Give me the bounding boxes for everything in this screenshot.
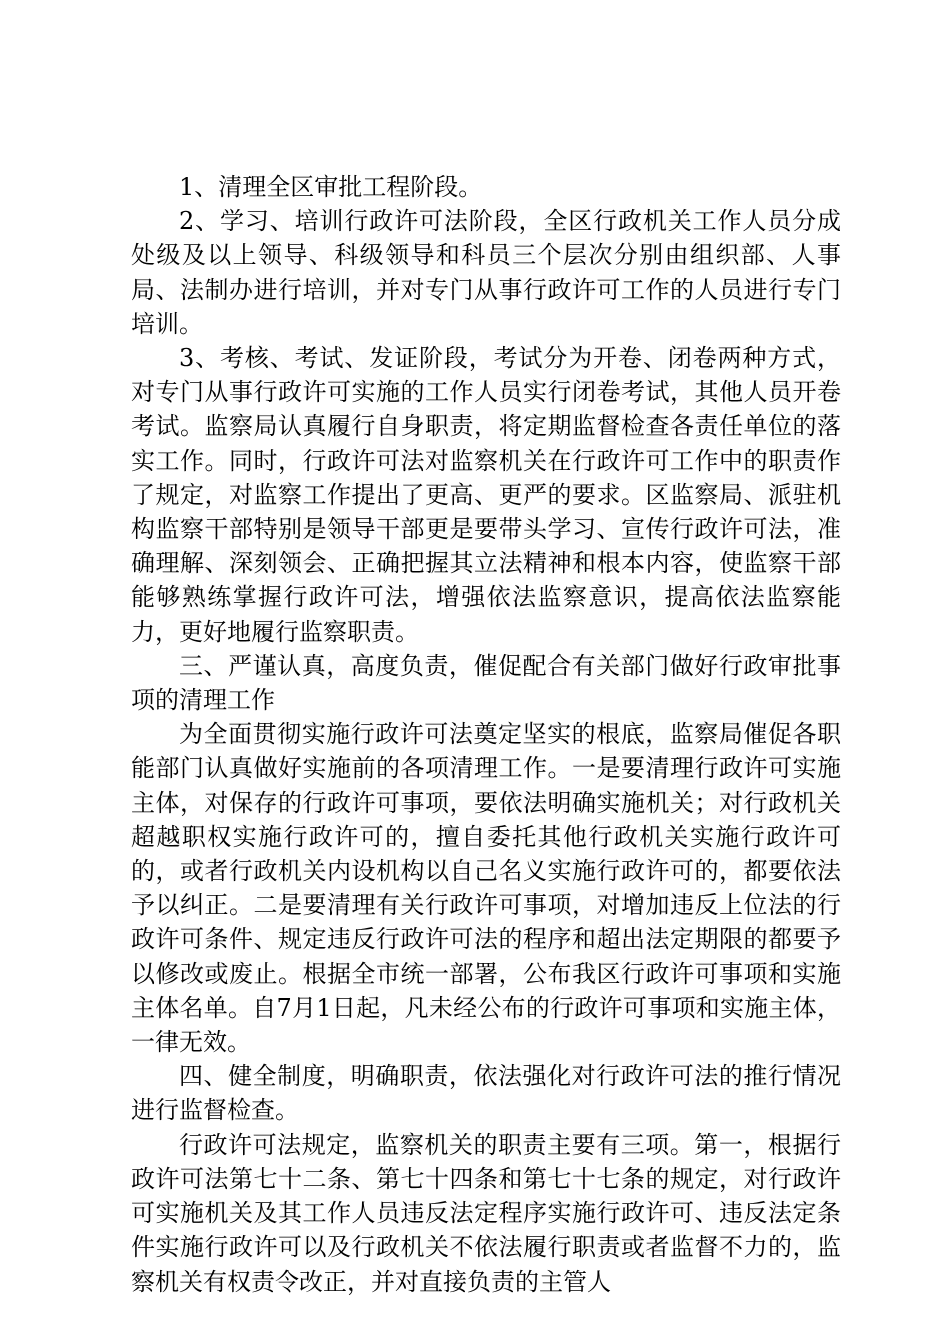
paragraph-3: 3、考核、考试、发证阶段，考试分为开卷、闭卷两种方式，对专门从事行政许可实施的工作人员实行闭卷考试，其他人员开卷考试。监察局认真履行自身职责，将定期监督检查各责任单位的落实工作。同时，行政许可法对监察机关在行政许可工作中的职责作了规定，对监察工作提出了更高、更严的要求。区监察局、派驻机构监察干部特别是领导干部更是要带头学习、宣传行政许可法，准确理解、深刻领会、正确把握其立法精神和根本内容，使监察干部能够熟练掌握行政许可法，增强依法监察意识，提高依法监察能力，更好地履行监察职责。: [131, 344, 841, 646]
section-heading-4: 四、健全制度，明确职责，依法强化对行政许可法的推行情况进行监督检查。: [131, 1062, 841, 1125]
paragraph-5: 行政许可法规定，监察机关的职责主要有三项。第一，根据行政许可法第七十二条、第七十四条和第七十七条的规定，对行政许可实施机关及其工作人员违反法定程序实施行政许可、违反法定条件实施行政许可以及行政机关不依法履行职责或者监督不力的，监察机关有权责令改正，并对直接负责的主管人: [131, 1130, 841, 1296]
paragraph-4: 为全面贯彻实施行政许可法奠定坚实的根底，监察局催促各职能部门认真做好实施前的各项清理工作。一是要清理行政许可实施主体，对保存的行政许可事项，要依法明确实施机关；对行政机关超越职权实施行政许可的，擅自委托其他行政机关实施行政许可的，或者行政机关内设机构以自己名义实施行政许可的，都要依法予以纠正。二是要清理有关行政许可事项，对增加违反上位法的行政许可条件、规定违反行政许可法的程序和超出法定期限的都要予以修改或废止。根据全市统一部署，公布我区行政许可事项和实施主体名单。自7月1日起，凡未经公布的行政许可事项和实施主体，一律无效。: [131, 720, 841, 1057]
document-body: [131, 170, 841, 1299]
paragraph-1: 1、清理全区审批工程阶段。: [179, 173, 483, 201]
paragraph-2: 2、学习、培训行政许可法阶段，全区行政机关工作人员分成处级及以上领导、科级领导和科员三个层次分别由组织部、人事局、法制办进行培训，并对专门从事行政许可工作的人员进行专门培训。: [131, 207, 841, 338]
section-heading-3: 三、严谨认真，高度负责，催促配合有关部门做好行政审批事项的清理工作: [131, 651, 841, 715]
